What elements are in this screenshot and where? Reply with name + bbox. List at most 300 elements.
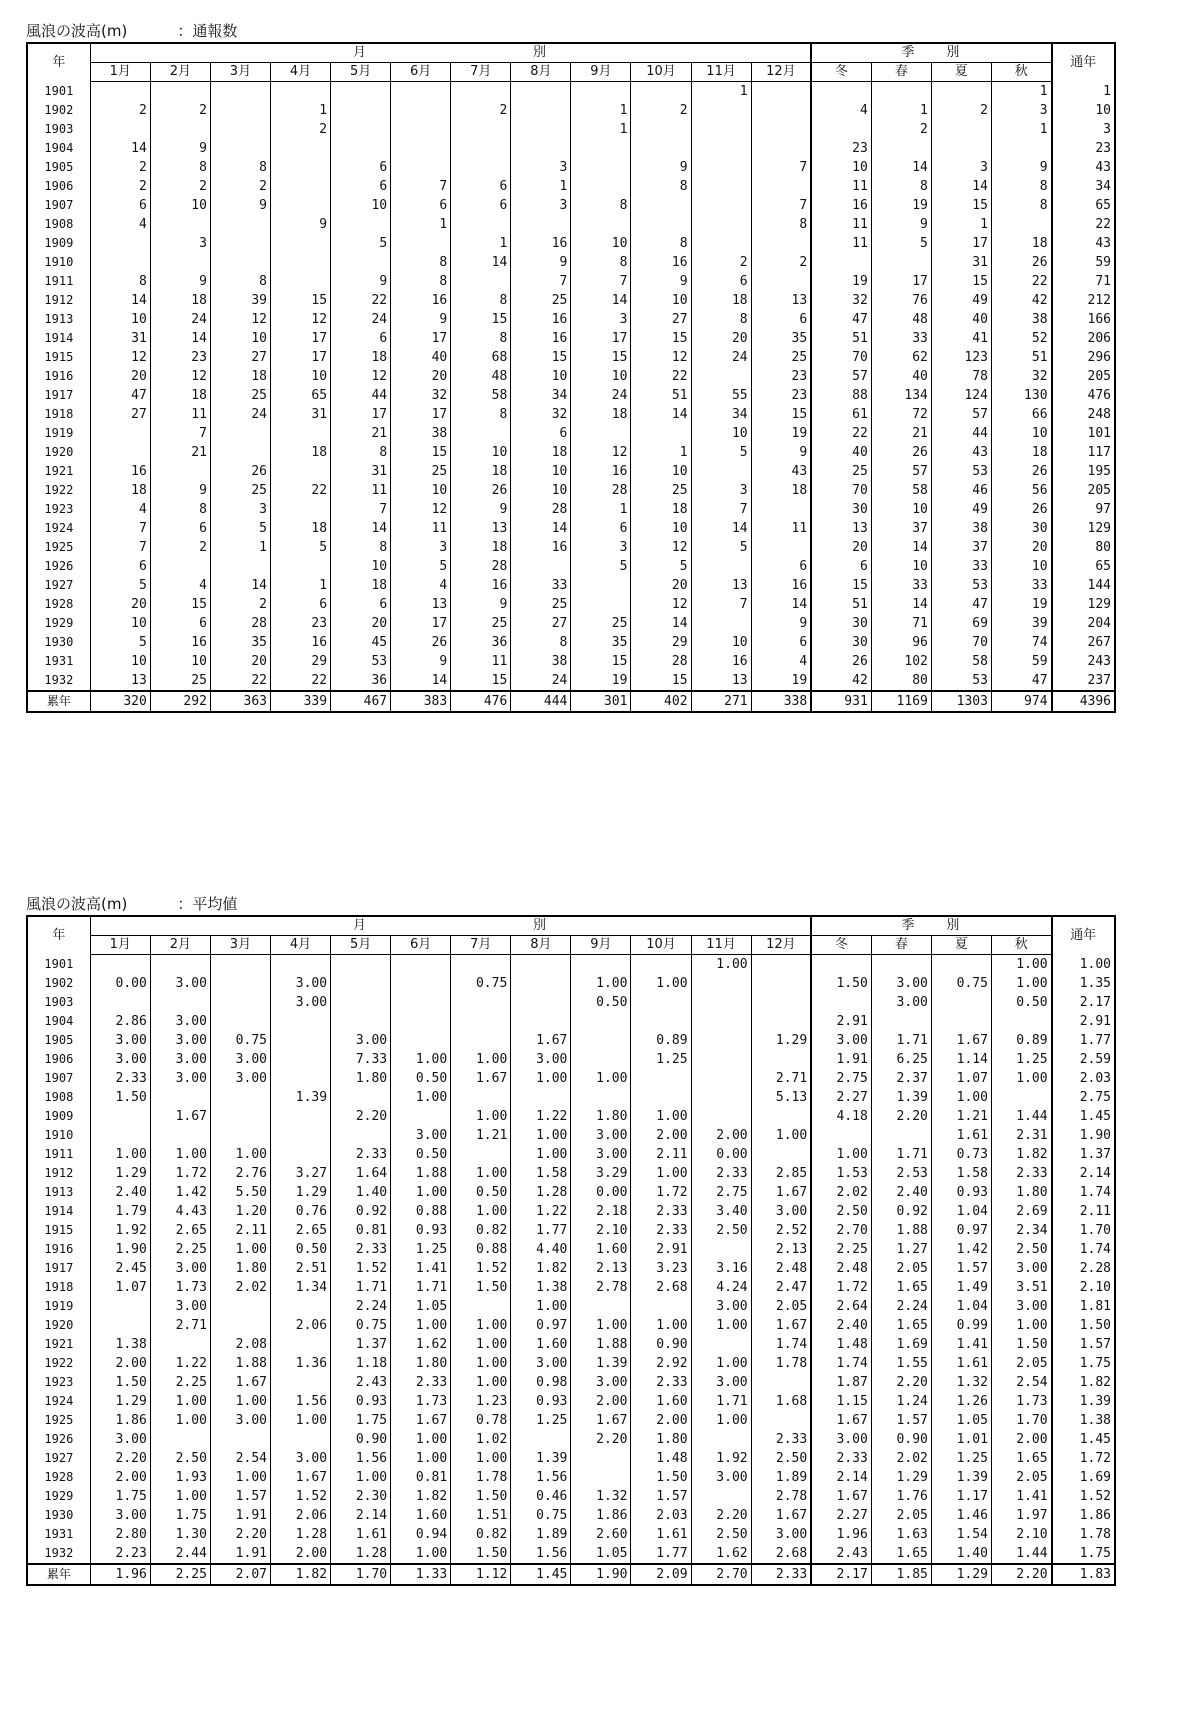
month-cell: 2.33 [751, 1564, 811, 1585]
season-cell: 2.48 [811, 1259, 871, 1278]
season-cell: 1.69 [871, 1335, 931, 1354]
month-cell: 9 [391, 310, 451, 329]
month-cell: 2.00 [631, 1411, 691, 1430]
table-row [27, 1164, 1115, 1183]
month-cell: 0.82 [451, 1221, 511, 1240]
month-cell [150, 120, 210, 139]
month-cell [751, 500, 811, 519]
year-cell: 1911 [27, 1145, 90, 1164]
month-cell [691, 462, 751, 481]
month-cell: 2.07 [210, 1564, 270, 1585]
month-cell: 2.60 [571, 1525, 631, 1544]
annual-cell: 1.82 [1052, 1373, 1115, 1392]
season-cell: 1.48 [811, 1335, 871, 1354]
year-cell: 1914 [27, 329, 90, 348]
month-header: 10月 [631, 936, 691, 955]
annual-cell: 205 [1052, 481, 1115, 500]
month-cell: 3.00 [571, 1373, 631, 1392]
month-cell [150, 1088, 210, 1107]
month-cell: 8 [90, 272, 150, 291]
annual-cell: 1.52 [1052, 1487, 1115, 1506]
season-cell: 2.69 [991, 1202, 1051, 1221]
table-row [27, 1031, 1115, 1050]
month-cell: 6 [451, 177, 511, 196]
month-cell: 25 [451, 614, 511, 633]
month-cell [691, 1240, 751, 1259]
month-cell: 18 [270, 519, 330, 538]
month-cell [150, 215, 210, 234]
month-cell: 15 [511, 348, 571, 367]
month-cell [331, 1126, 391, 1145]
year-cell: 1916 [27, 367, 90, 386]
month-cell: 3 [571, 310, 631, 329]
table-title [26, 20, 1116, 42]
month-cell: 10 [270, 367, 330, 386]
season-cell: 1.63 [871, 1525, 931, 1544]
month-cell: 8 [631, 234, 691, 253]
month-cell [451, 424, 511, 443]
month-cell: 20 [90, 595, 150, 614]
month-header: 5月 [331, 936, 391, 955]
season-cell [931, 139, 991, 158]
season-cell: 2.40 [811, 1316, 871, 1335]
month-cell: 1.00 [150, 1392, 210, 1411]
table-row [27, 405, 1115, 424]
month-cell: 44 [331, 386, 391, 405]
month-cell: 24 [331, 310, 391, 329]
year-cell: 1904 [27, 139, 90, 158]
month-cell [391, 158, 451, 177]
month-cell: 2.44 [150, 1544, 210, 1564]
month-cell: 1.62 [691, 1544, 751, 1564]
year-cell: 1929 [27, 614, 90, 633]
month-cell: 21 [150, 443, 210, 462]
month-cell [691, 557, 751, 576]
month-cell [631, 120, 691, 139]
month-cell: 1.90 [571, 1564, 631, 1585]
season-cell: 88 [811, 386, 871, 405]
month-cell [210, 1088, 270, 1107]
year-cell: 1912 [27, 291, 90, 310]
month-cell: 3.00 [691, 1468, 751, 1487]
season-cell [931, 993, 991, 1012]
year-cell: 1922 [27, 1354, 90, 1373]
month-cell: 2.85 [751, 1164, 811, 1183]
month-cell [751, 82, 811, 102]
year-cell: 1912 [27, 1164, 90, 1183]
season-group-header: 季 別 [811, 916, 1051, 936]
month-cell: 1.71 [691, 1392, 751, 1411]
month-cell: 17 [391, 329, 451, 348]
season-header: 夏 [931, 63, 991, 82]
month-cell: 7 [331, 500, 391, 519]
month-cell [90, 1107, 150, 1126]
season-cell: 37 [871, 519, 931, 538]
month-cell: 6 [90, 557, 150, 576]
month-cell [571, 424, 631, 443]
month-cell: 18 [451, 462, 511, 481]
month-cell [331, 1012, 391, 1031]
month-cell: 58 [451, 386, 511, 405]
season-cell: 1.00 [931, 1088, 991, 1107]
table-row [27, 1050, 1115, 1069]
month-cell: 2 [90, 101, 150, 120]
month-cell [451, 1031, 511, 1050]
month-cell: 444 [511, 691, 571, 712]
season-cell: 1.44 [991, 1107, 1051, 1126]
annual-cell: 212 [1052, 291, 1115, 310]
table-row [27, 177, 1115, 196]
month-cell: 0.50 [391, 1069, 451, 1088]
month-cell [691, 139, 751, 158]
month-cell: 47 [90, 386, 150, 405]
month-cell: 0.76 [270, 1202, 330, 1221]
season-cell: 51 [991, 348, 1051, 367]
month-header: 4月 [270, 936, 330, 955]
season-cell: 58 [871, 481, 931, 500]
month-cell [270, 1430, 330, 1449]
year-cell: 1927 [27, 1449, 90, 1468]
annual-cell: 1.77 [1052, 1031, 1115, 1050]
annual-cell: 206 [1052, 329, 1115, 348]
month-cell: 4 [150, 576, 210, 595]
month-cell: 16 [511, 234, 571, 253]
table-row [27, 1354, 1115, 1373]
month-cell [691, 1088, 751, 1107]
season-cell: 2.05 [871, 1506, 931, 1525]
month-header: 1月 [90, 936, 150, 955]
season-cell: 1.61 [931, 1354, 991, 1373]
month-cell [331, 139, 391, 158]
month-cell: 1.41 [391, 1259, 451, 1278]
month-cell [451, 1145, 511, 1164]
month-cell: 24 [571, 386, 631, 405]
table-row [27, 82, 1115, 102]
month-cell: 2 [631, 101, 691, 120]
season-cell: 0.89 [991, 1031, 1051, 1050]
month-cell: 1 [270, 576, 330, 595]
year-cell: 1932 [27, 671, 90, 691]
month-cell: 28 [631, 652, 691, 671]
month-cell: 6 [150, 614, 210, 633]
month-cell: 20 [90, 367, 150, 386]
month-cell: 1.50 [631, 1468, 691, 1487]
month-cell [90, 1297, 150, 1316]
month-cell [631, 1069, 691, 1088]
annual-cell: 22 [1052, 215, 1115, 234]
season-cell [931, 120, 991, 139]
season-cell: 40 [811, 443, 871, 462]
month-cell: 24 [691, 348, 751, 367]
month-cell: 1.56 [331, 1449, 391, 1468]
table-row [27, 500, 1115, 519]
month-cell: 15 [631, 329, 691, 348]
month-cell: 3.00 [751, 1525, 811, 1544]
month-cell: 10 [150, 196, 210, 215]
month-cell: 2 [210, 177, 270, 196]
month-header: 1月 [90, 63, 150, 82]
season-cell: 1.73 [991, 1392, 1051, 1411]
season-cell: 70 [811, 481, 871, 500]
table-row [27, 215, 1115, 234]
month-cell: 1.00 [451, 1202, 511, 1221]
month-cell: 1.82 [511, 1259, 571, 1278]
year-cell: 1918 [27, 1278, 90, 1297]
month-cell: 1.91 [210, 1544, 270, 1564]
month-cell [691, 1107, 751, 1126]
month-cell: 1.33 [391, 1564, 451, 1585]
month-cell: 9 [150, 272, 210, 291]
year-cell: 1915 [27, 1221, 90, 1240]
table-row [27, 1107, 1115, 1126]
season-cell: 8 [991, 177, 1051, 196]
month-cell: 1.22 [511, 1202, 571, 1221]
month-cell: 1.00 [150, 1487, 210, 1506]
year-cell: 累年 [27, 1564, 90, 1585]
month-cell: 7 [691, 595, 751, 614]
month-cell: 6 [150, 519, 210, 538]
month-cell: 18 [90, 481, 150, 500]
month-cell: 1.34 [270, 1278, 330, 1297]
month-cell [210, 443, 270, 462]
month-cell: 5 [691, 538, 751, 557]
season-cell: 2.10 [991, 1525, 1051, 1544]
month-cell: 8 [210, 272, 270, 291]
month-header: 4月 [270, 63, 330, 82]
season-cell [811, 1126, 871, 1145]
season-cell: 25 [811, 462, 871, 481]
month-cell [571, 955, 631, 975]
season-cell: 1.05 [931, 1411, 991, 1430]
month-cell [210, 557, 270, 576]
annual-cell: 296 [1052, 348, 1115, 367]
season-cell: 10 [811, 158, 871, 177]
month-cell: 7 [751, 158, 811, 177]
month-cell: 14 [631, 614, 691, 633]
month-cell [751, 1411, 811, 1430]
month-cell: 11 [331, 481, 391, 500]
month-cell: 21 [331, 424, 391, 443]
season-cell: 30 [811, 500, 871, 519]
month-cell: 1.86 [90, 1411, 150, 1430]
month-cell: 2.71 [751, 1069, 811, 1088]
month-cell: 2.65 [150, 1221, 210, 1240]
month-cell [571, 158, 631, 177]
season-cell: 1.65 [871, 1316, 931, 1335]
month-cell [691, 1487, 751, 1506]
season-cell: 2.50 [991, 1240, 1051, 1259]
month-cell [511, 974, 571, 993]
season-cell: 2.43 [811, 1544, 871, 1564]
annual-cell: 97 [1052, 500, 1115, 519]
month-cell: 3.00 [150, 1031, 210, 1050]
annual-cell: 267 [1052, 633, 1115, 652]
month-cell: 7.33 [331, 1050, 391, 1069]
month-cell: 1.45 [511, 1564, 571, 1585]
month-cell: 9 [210, 196, 270, 215]
season-cell: 3.00 [991, 1259, 1051, 1278]
month-cell [451, 139, 511, 158]
month-cell: 1.30 [150, 1525, 210, 1544]
month-cell: 12 [150, 367, 210, 386]
month-cell: 1.22 [511, 1107, 571, 1126]
month-cell: 9 [511, 253, 571, 272]
month-cell: 40 [391, 348, 451, 367]
year-cell: 累年 [27, 691, 90, 712]
month-cell: 16 [451, 576, 511, 595]
month-cell: 14 [391, 671, 451, 691]
table-title-sub: ：平均値 [177, 895, 238, 913]
table-row [27, 1012, 1115, 1031]
season-cell: 1.65 [871, 1544, 931, 1564]
month-cell: 16 [691, 652, 751, 671]
month-cell: 1.23 [451, 1392, 511, 1411]
season-cell: 20 [991, 538, 1051, 557]
month-cell: 14 [691, 519, 751, 538]
month-group-header: 月 別 [90, 43, 811, 63]
month-cell: 16 [511, 538, 571, 557]
month-cell: 1.67 [511, 1031, 571, 1050]
month-cell: 1.60 [631, 1392, 691, 1411]
month-cell: 2.02 [210, 1278, 270, 1297]
season-cell: 3.00 [871, 993, 931, 1012]
month-cell: 8 [391, 253, 451, 272]
month-cell: 13 [691, 576, 751, 595]
month-cell: 2 [150, 538, 210, 557]
season-cell: 1.00 [991, 974, 1051, 993]
annual-cell: 101 [1052, 424, 1115, 443]
month-cell: 3.00 [90, 1506, 150, 1525]
month-cell: 1.00 [511, 1297, 571, 1316]
month-cell: 0.75 [451, 974, 511, 993]
month-cell: 10 [210, 329, 270, 348]
month-cell: 1.29 [751, 1031, 811, 1050]
month-cell: 5.50 [210, 1183, 270, 1202]
month-cell: 1.29 [90, 1392, 150, 1411]
table-title [26, 893, 1116, 915]
month-cell: 22 [210, 671, 270, 691]
season-header: 秋 [991, 63, 1051, 82]
year-cell: 1914 [27, 1202, 90, 1221]
month-cell: 6 [331, 595, 391, 614]
month-header: 3月 [210, 63, 270, 82]
month-cell: 25 [571, 614, 631, 633]
month-cell: 1.92 [691, 1449, 751, 1468]
season-cell: 2.34 [991, 1221, 1051, 1240]
month-cell [210, 82, 270, 102]
season-cell: 80 [871, 671, 931, 691]
month-cell: 2.33 [751, 1430, 811, 1449]
table-row [27, 1449, 1115, 1468]
annual-cell: 71 [1052, 272, 1115, 291]
month-cell [391, 139, 451, 158]
month-cell: 7 [751, 196, 811, 215]
month-cell: 10 [331, 196, 391, 215]
month-cell: 1.00 [451, 1107, 511, 1126]
month-cell: 23 [751, 367, 811, 386]
month-cell [571, 177, 631, 196]
month-cell: 8 [210, 158, 270, 177]
month-cell: 402 [631, 691, 691, 712]
month-cell [511, 1088, 571, 1107]
annual-cell: 1.74 [1052, 1240, 1115, 1259]
month-cell: 12 [631, 595, 691, 614]
month-cell: 27 [511, 614, 571, 633]
year-cell: 1917 [27, 1259, 90, 1278]
month-cell: 8 [691, 310, 751, 329]
month-cell: 2.92 [631, 1354, 691, 1373]
month-cell: 2.50 [751, 1449, 811, 1468]
month-cell [391, 120, 451, 139]
annual-cell: 1.75 [1052, 1354, 1115, 1373]
month-cell [90, 120, 150, 139]
month-cell: 18 [511, 443, 571, 462]
month-cell: 15 [391, 443, 451, 462]
annual-cell: 1.00 [1052, 955, 1115, 975]
year-cell: 1902 [27, 974, 90, 993]
year-header: 年 [27, 43, 90, 82]
table-row [27, 1240, 1115, 1259]
month-cell: 1 [451, 234, 511, 253]
month-cell: 25 [511, 595, 571, 614]
annual-cell: 1.86 [1052, 1506, 1115, 1525]
month-cell: 2.13 [571, 1259, 631, 1278]
month-header: 2月 [150, 936, 210, 955]
month-cell [751, 1012, 811, 1031]
month-cell: 6 [331, 158, 391, 177]
season-cell: 0.73 [931, 1145, 991, 1164]
table-row [27, 1392, 1115, 1411]
season-cell: 4 [811, 101, 871, 120]
month-cell: 2.08 [210, 1335, 270, 1354]
season-cell [811, 993, 871, 1012]
season-cell: 3 [931, 158, 991, 177]
month-cell: 14 [751, 595, 811, 614]
annual-cell: 129 [1052, 595, 1115, 614]
month-cell [691, 177, 751, 196]
season-cell: 44 [931, 424, 991, 443]
month-cell: 2.51 [270, 1259, 330, 1278]
annual-cell: 1 [1052, 82, 1115, 102]
month-cell: 1.00 [270, 1411, 330, 1430]
month-cell: 1.82 [270, 1564, 330, 1585]
season-cell: 49 [931, 291, 991, 310]
month-cell: 1.21 [451, 1126, 511, 1145]
month-cell: 51 [631, 386, 691, 405]
season-cell: 1.85 [871, 1564, 931, 1585]
month-cell: 1.25 [631, 1050, 691, 1069]
month-cell: 5 [631, 557, 691, 576]
month-cell: 24 [210, 405, 270, 424]
month-cell: 1.00 [451, 1316, 511, 1335]
year-cell: 1911 [27, 272, 90, 291]
annual-cell: 129 [1052, 519, 1115, 538]
month-cell: 1.05 [571, 1544, 631, 1564]
month-cell [90, 234, 150, 253]
season-cell: 1.39 [871, 1088, 931, 1107]
month-cell [270, 500, 330, 519]
annual-cell: 1.37 [1052, 1145, 1115, 1164]
month-cell: 338 [751, 691, 811, 712]
month-cell: 1.67 [751, 1183, 811, 1202]
month-cell [751, 120, 811, 139]
month-cell [150, 462, 210, 481]
season-cell: 1.55 [871, 1354, 931, 1373]
month-cell: 3 [150, 234, 210, 253]
month-cell: 9 [451, 595, 511, 614]
month-cell: 2.50 [691, 1221, 751, 1240]
month-cell: 10 [90, 652, 150, 671]
